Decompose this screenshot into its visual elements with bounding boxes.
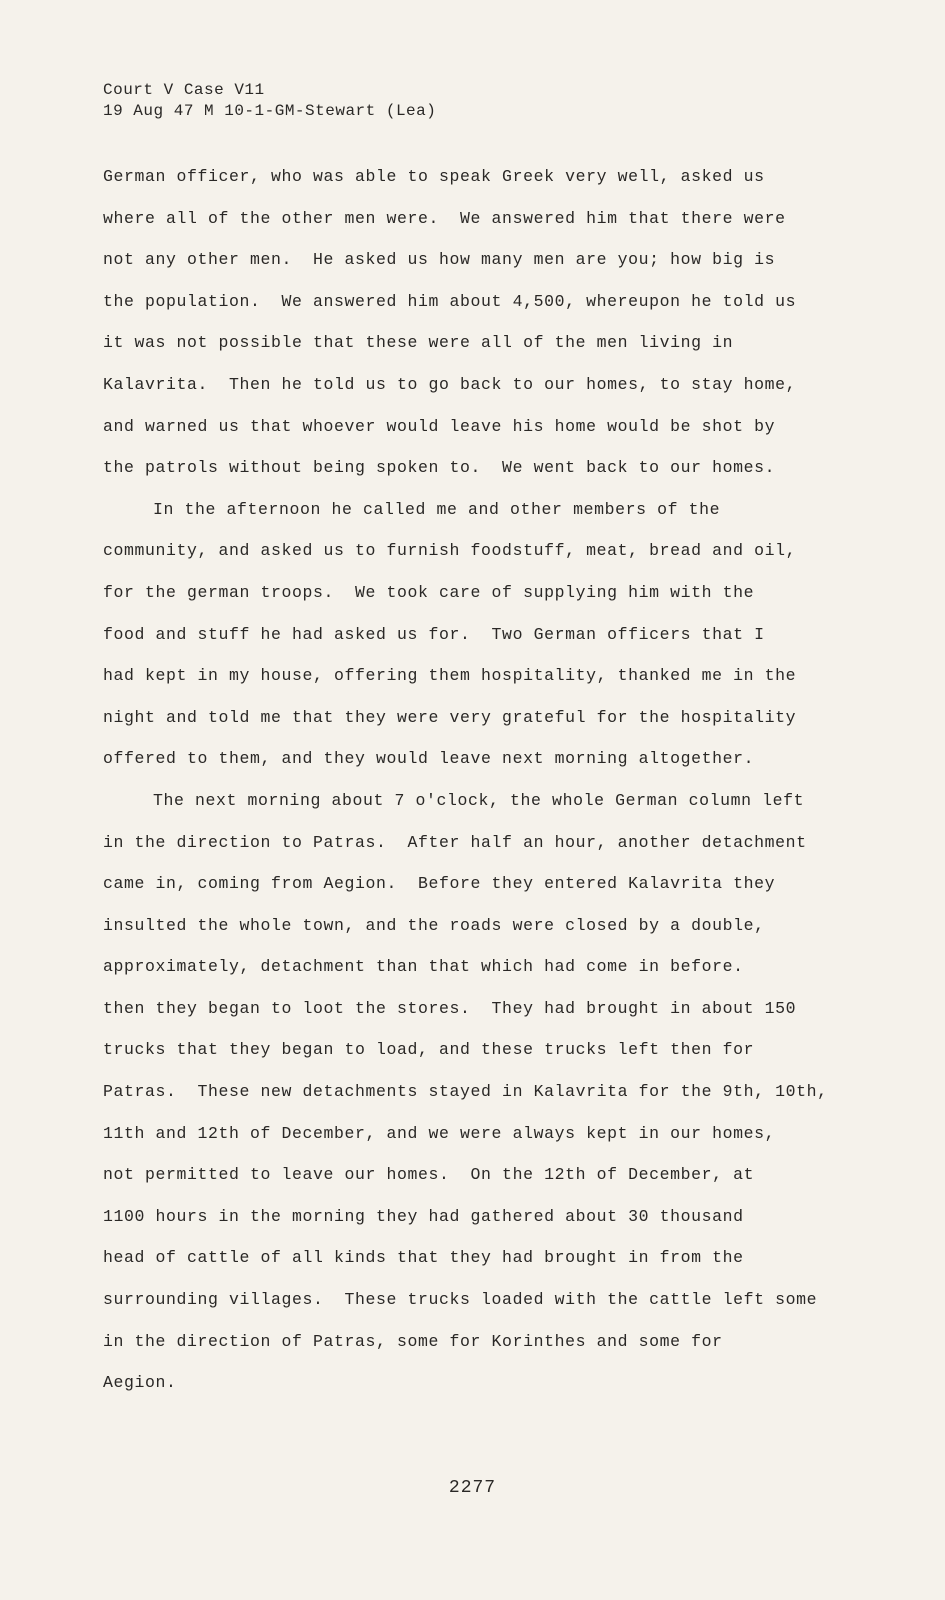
text-line: offered to them, and they would leave next morning altogether. — [103, 749, 755, 769]
text-line: Patras. These new detachments stayed in Kalavrita for the 9th, 10th, — [103, 1082, 828, 1102]
document-header — [103, 80, 436, 122]
text-line: In the afternoon he called me and other members of the — [153, 499, 721, 519]
text-line: it was not possible that these were all of the men living in — [103, 333, 734, 353]
text-line: the population. We answered him about 4,500, whereupon he told us — [103, 291, 797, 311]
text-line: trucks that they began to load, and these trucks left then for — [103, 1040, 755, 1060]
text-line: in the direction of Patras, some for Korinthes and some for — [103, 1331, 723, 1351]
header-date-line: 19 Aug 47 M 10-1-GM-Stewart (Lea) — [103, 102, 437, 120]
header-case-line: Court V Case V11 — [103, 81, 265, 99]
text-line: 1100 hours in the morning they had gathered about 30 thousand — [103, 1206, 744, 1226]
text-line: for the german troops. We took care of supplying him with the — [103, 582, 755, 602]
text-line: approximately, detachment than that which had come in before. — [103, 957, 744, 977]
text-line: not any other men. He asked us how many men are you; how big is — [103, 250, 776, 270]
text-line: Kalavrita. Then he told us to go back to our homes, to stay home, — [103, 374, 797, 394]
text-line: came in, coming from Aegion. Before they entered Kalavrita they — [103, 874, 776, 894]
text-line: head of cattle of all kinds that they had brought in from the — [103, 1248, 744, 1268]
text-line: The next morning about 7 o'clock, the whole German column left — [153, 790, 805, 810]
page-number: 2277 — [448, 1478, 497, 1498]
text-line: Aegion. — [103, 1373, 177, 1393]
text-line: German officer, who was able to speak Greek very well, asked us — [103, 167, 765, 186]
text-line: not permitted to leave our homes. On the 12th of December, at — [103, 1165, 755, 1185]
text-line: then they began to loot the stores. They had brought in about 150 — [103, 998, 797, 1018]
text-line: and warned us that whoever would leave his home would be shot by — [103, 416, 776, 436]
transcript-body — [103, 156, 828, 1404]
text-line: night and told me that they were very grateful for the hospitality — [103, 707, 797, 727]
text-line: where all of the other men were. We answered him that there were — [103, 208, 786, 228]
text-line: had kept in my house, offering them hospitality, thanked me in the — [103, 666, 797, 686]
text-line: 11th and 12th of December, and we were always kept in our homes, — [103, 1123, 776, 1143]
text-line: insulted the whole town, and the roads were closed by a double, — [103, 915, 765, 935]
text-line: community, and asked us to furnish foodstuff, meat, bread and oil, — [103, 541, 797, 561]
text-line: surrounding villages. These trucks loaded with the cattle left some — [103, 1290, 818, 1310]
text-line: food and stuff he had asked us for. Two German officers that I — [103, 624, 765, 644]
text-line: in the direction to Patras. After half an hour, another detachment — [103, 832, 807, 852]
text-line: the patrols without being spoken to. We went back to our homes. — [103, 458, 776, 478]
